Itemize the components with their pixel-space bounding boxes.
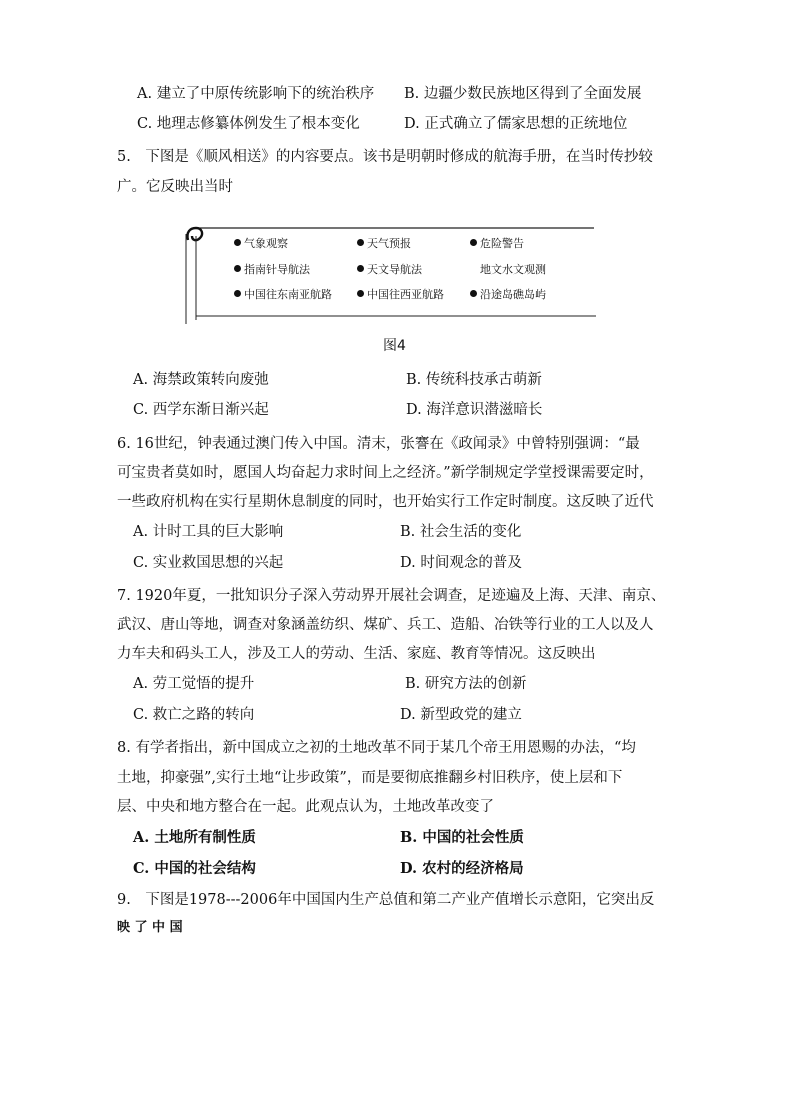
q9-stem-line1: 9. 下图是1978---2006年中国国内生产总值和第二产业产值增长示意阳，它突出反 xyxy=(117,892,655,908)
q5-stem-line2: 广。它反映出当时 xyxy=(117,179,233,195)
q5-option-a: A. 海禁政策转向废弛 xyxy=(133,372,269,388)
fig-item-5: 天文导航法 xyxy=(357,263,422,277)
q9-stem-line2: 映 了 中 国 xyxy=(117,920,183,935)
q4-option-b: B. 边疆少数民族地区得到了全面发展 xyxy=(404,86,642,102)
fig-item-9: 沿途岛礁岛屿 xyxy=(470,288,546,302)
q6-option-a: A. 计时工具的巨大影响 xyxy=(133,524,284,540)
q5-option-c: C. 西学东渐日渐兴起 xyxy=(133,402,269,418)
q8-stem-line2: 土地，抑豪强”,实行土地“让步政策”，而是要彻底推翻乡村旧秩序，使上层和下 xyxy=(117,770,623,786)
bullet-icon xyxy=(234,265,241,272)
q5-figure xyxy=(184,224,596,324)
q6-stem-line3: 一些政府机构在实行星期休息制度的同时，也开始实行工作定时制度。这反映了近代 xyxy=(117,494,654,510)
q8-stem-line1: 8. 有学者指出，新中国成立之初的土地改革不同于某几个帝王用恩赐的办法，“均 xyxy=(117,740,636,756)
q8-option-b: B. 中国的社会性质 xyxy=(400,829,524,846)
q6-stem-line1: 6. 16世纪，钟表通过澳门传入中国。清末，张謇在《政闻录》中曾特别强调：“最 xyxy=(117,436,640,452)
q6-option-c: C. 实业救国思想的兴起 xyxy=(133,555,284,571)
q8-option-c: C. 中国的社会结构 xyxy=(133,860,256,877)
bullet-icon xyxy=(357,290,364,297)
fig-item-1: 气象观察 xyxy=(234,237,288,251)
q8-option-a: A. 土地所有制性质 xyxy=(133,829,256,846)
figure-caption: 图4 xyxy=(383,338,406,354)
q6-stem-line2: 可宝贵者莫如时，愿国人均奋起力求时间上之经济。”新学制规定学堂授课需要定时， xyxy=(117,465,654,481)
bullet-icon xyxy=(470,290,477,297)
q4-option-d: D. 正式确立了儒家思想的正统地位 xyxy=(404,116,628,132)
fig-item-2: 天气预报 xyxy=(357,237,411,251)
bullet-icon xyxy=(357,239,364,246)
q4-option-c: C. 地理志修纂体例发生了根本变化 xyxy=(137,116,360,132)
q5-option-d: D. 海洋意识潜滋暗长 xyxy=(406,402,543,418)
fig-item-4: 指南针导航法 xyxy=(234,263,310,277)
fig-item-6: 地文水文观测 xyxy=(480,263,546,276)
q7-stem-line2: 武汉、唐山等地，调查对象涵盖纺织、煤矿、兵工、造船、冶铁等行业的工人以及人 xyxy=(117,617,654,633)
q7-option-c: C. 救亡之路的转向 xyxy=(133,707,255,723)
q5-stem-line1: 5. 下图是《顺风相送》的内容要点。该书是明朝时修成的航海手册，在当时传抄较 xyxy=(117,149,653,165)
bullet-icon xyxy=(470,239,477,246)
q5-option-b: B. 传统科技承古萌新 xyxy=(406,372,542,388)
fig-item-7: 中国往东南亚航路 xyxy=(234,288,332,302)
q6-option-b: B. 社会生活的变化 xyxy=(400,524,522,540)
q7-stem-line1: 7. 1920年夏，一批知识分子深入劳动界开展社会调查，足迹遍及上海、天津、南京、 xyxy=(117,588,666,604)
q4-option-a: A. 建立了中原传统影响下的统治秩序 xyxy=(137,86,375,102)
q7-option-b: B. 研究方法的创新 xyxy=(405,676,527,692)
q8-option-d: D. 农村的经济格局 xyxy=(400,860,524,877)
fig-item-3: 危险警告 xyxy=(470,237,524,251)
q6-option-d: D. 时间观念的普及 xyxy=(400,555,522,571)
q7-option-d: D. 新型政党的建立 xyxy=(400,707,522,723)
q8-stem-line3: 层、中央和地方整合在一起。此观点认为，土地改革改变了 xyxy=(117,799,494,815)
q7-stem-line3: 力车夫和码头工人，涉及工人的劳动、生活、家庭、教育等情况。这反映出 xyxy=(117,646,596,662)
q7-option-a: A. 劳工觉悟的提升 xyxy=(133,676,255,692)
bullet-icon xyxy=(357,265,364,272)
bullet-icon xyxy=(234,290,241,297)
bullet-icon xyxy=(234,239,241,246)
fig-item-8: 中国往西亚航路 xyxy=(357,288,444,302)
